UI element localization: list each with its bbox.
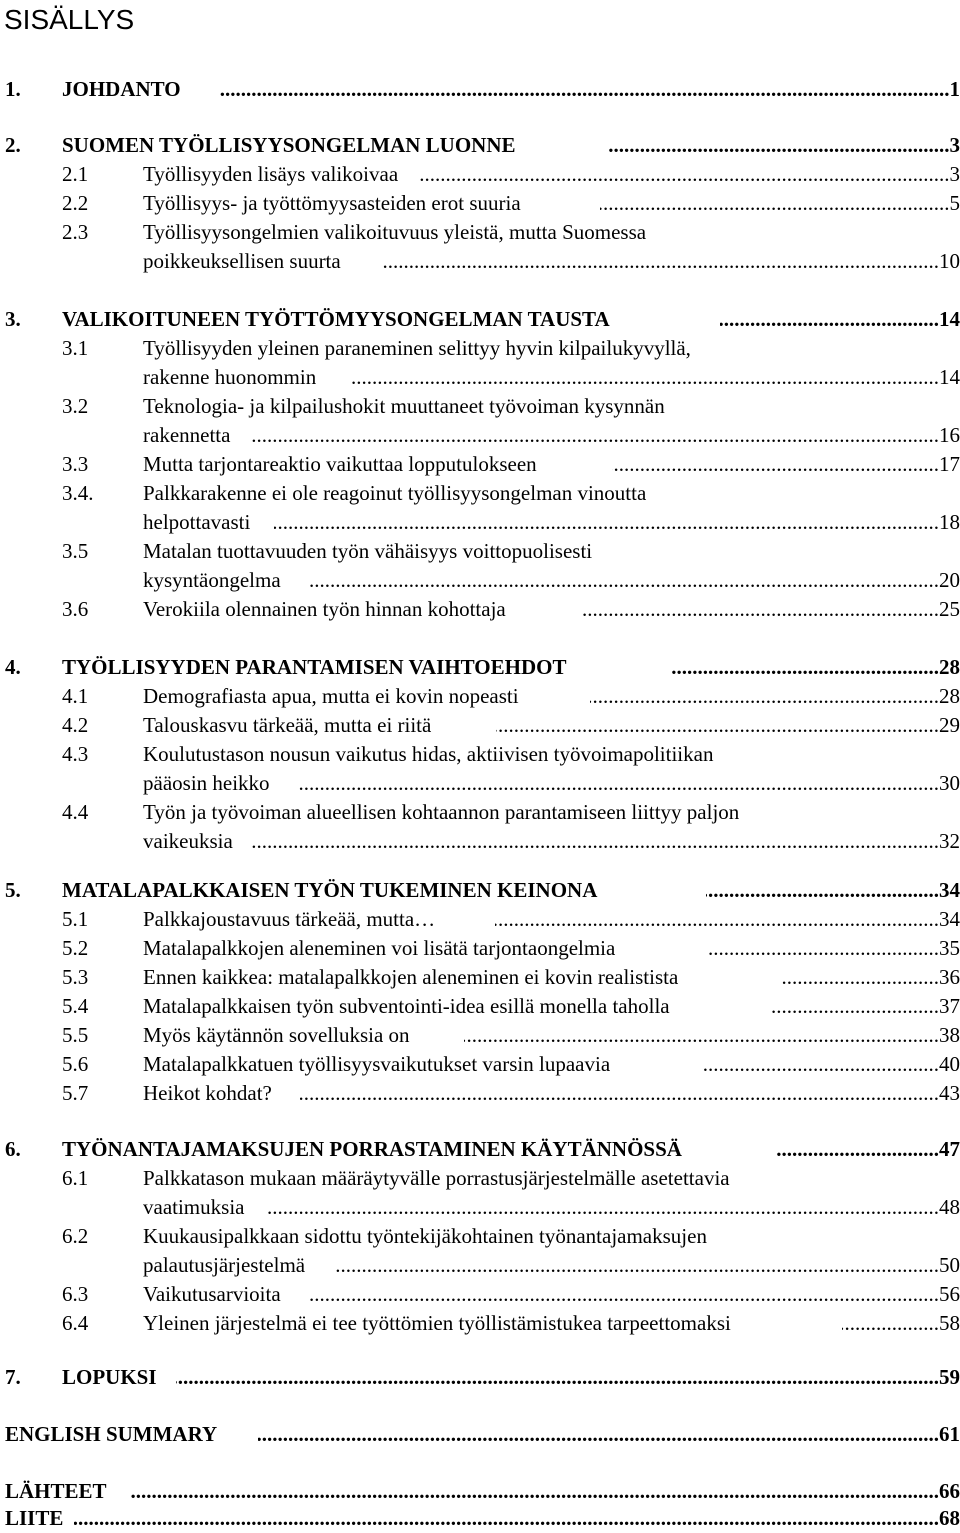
toc-title: Verokiila olennainen työn hinnan kohottaja <box>143 595 506 624</box>
toc-page-number: 25 <box>939 595 960 624</box>
dot-leader <box>464 1021 939 1050</box>
toc-number: 3.1 <box>62 334 88 363</box>
toc-number: 2.2 <box>62 189 88 218</box>
toc-entry-5-2[interactable] <box>0 934 960 963</box>
toc-entry-english-summary[interactable] <box>0 1420 960 1449</box>
dot-leader <box>708 934 939 963</box>
toc-title-continuation: vaatimuksia <box>143 1193 244 1222</box>
toc-title: Heikot kohdat? <box>143 1079 272 1108</box>
toc-title-continuation: helpottavasti <box>143 508 250 537</box>
toc-entry-4[interactable] <box>0 653 960 682</box>
toc-page-number: 66 <box>939 1477 960 1506</box>
toc-title: ENGLISH SUMMARY <box>5 1420 217 1449</box>
toc-number: 4.2 <box>62 711 88 740</box>
toc-title: Kuukausipalkkaan sidottu työntekijäkohtainen työnantajamaksujen <box>143 1222 707 1251</box>
toc-title: Palkkatason mukaan määräytyvälle porrastusjärjestelmälle asetettavia <box>143 1164 730 1193</box>
dot-leader <box>308 566 939 595</box>
toc-entry-3-1[interactable] <box>0 334 960 363</box>
dot-leader <box>298 769 939 798</box>
toc-entry-2-1[interactable] <box>0 160 960 189</box>
toc-entry-6-2[interactable] <box>0 1222 960 1251</box>
toc-number: 3. <box>5 305 21 334</box>
toc-page-number: 38 <box>939 1021 960 1050</box>
toc-number: 5.6 <box>62 1050 88 1079</box>
toc-page-number: 14 <box>939 305 960 334</box>
toc-number: 4.3 <box>62 740 88 769</box>
toc-page-number: 28 <box>939 682 960 711</box>
toc-title-continuation: palautusjärjestelmä <box>143 1251 305 1280</box>
toc-page-number: 10 <box>939 247 960 276</box>
dot-leader <box>706 876 939 905</box>
toc-entry-3-2-continuation[interactable] <box>0 421 960 450</box>
toc-entry-4-4[interactable] <box>0 798 960 827</box>
toc-number: 4.1 <box>62 682 88 711</box>
toc-title: Demografiasta apua, mutta ei kovin nopeasti <box>143 682 519 711</box>
dot-leader <box>352 363 939 392</box>
toc-page-number: 58 <box>939 1309 960 1338</box>
toc-entry-6-3[interactable] <box>0 1280 960 1309</box>
toc-page-number: 34 <box>939 876 960 905</box>
toc-entry-2[interactable] <box>0 131 960 160</box>
toc-entry-5[interactable] <box>0 876 960 905</box>
dot-leader <box>582 595 939 624</box>
toc-entry-3-4[interactable] <box>0 479 960 508</box>
toc-page-number: 32 <box>939 827 960 856</box>
toc-title: Palkkarakenne ei ole reagoinut työllisyysongelman vinoutta <box>143 479 646 508</box>
toc-number: 3.6 <box>62 595 88 624</box>
toc-title: Koulutustason nousun vaikutus hidas, aktiivisen työvoimapolitiikan <box>143 740 713 769</box>
toc-title: Matalapalkkojen aleneminen voi lisätä tarjontaongelmia <box>143 934 615 963</box>
dot-leader <box>274 508 939 537</box>
toc-number: 5.3 <box>62 963 88 992</box>
dot-leader <box>495 905 939 934</box>
toc-number: 6.3 <box>62 1280 88 1309</box>
toc-page-number: 30 <box>939 769 960 798</box>
toc-number: 6.2 <box>62 1222 88 1251</box>
toc-number: 2.1 <box>62 160 88 189</box>
toc-entry-4-3[interactable] <box>0 740 960 769</box>
toc-number: 2. <box>5 131 21 160</box>
toc-entry-3[interactable] <box>0 305 960 334</box>
toc-number: 5.1 <box>62 905 88 934</box>
toc-page-number: 20 <box>939 566 960 595</box>
toc-title: Mutta tarjontareaktio vaikuttaa lopputulokseen <box>143 450 537 479</box>
toc-number: 3.5 <box>62 537 88 566</box>
toc-page-number: 61 <box>939 1420 960 1449</box>
toc-number: 5.4 <box>62 992 88 1021</box>
toc-number: 2.3 <box>62 218 88 247</box>
dot-leader <box>776 1135 939 1164</box>
toc-entry-lahteet[interactable] <box>0 1477 960 1506</box>
toc-entry-2-2[interactable] <box>0 189 960 218</box>
toc-title: MATALAPALKKAISEN TYÖN TUKEMINEN KEINONA <box>62 876 597 905</box>
toc-entry-3-5-continuation[interactable] <box>0 566 960 595</box>
toc-number: 5.7 <box>62 1079 88 1108</box>
toc-entry-4-3-continuation[interactable] <box>0 769 960 798</box>
toc-entry-7[interactable] <box>0 1363 960 1392</box>
dot-leader <box>772 992 939 1021</box>
page-title: SISÄLLYS <box>4 2 134 38</box>
toc-title: TYÖNANTAJAMAKSUJEN PORRASTAMINEN KÄYTÄNNÖSSÄ <box>62 1135 682 1164</box>
toc-entry-3-3[interactable] <box>0 450 960 479</box>
toc-title: Työllisyys- ja työttömyysasteiden erot suuria <box>143 189 521 218</box>
dot-leader <box>672 653 939 682</box>
toc-title: Palkkajoustavuus tärkeää, mutta… <box>143 905 435 934</box>
toc-page-number: 43 <box>939 1079 960 1108</box>
toc-page-number: 5 <box>950 189 960 218</box>
toc-number: 5.5 <box>62 1021 88 1050</box>
toc-entry-4-2[interactable] <box>0 711 960 740</box>
toc-entry-5-3[interactable] <box>0 963 960 992</box>
dot-leader <box>590 682 939 711</box>
toc-entry-6-2-continuation[interactable] <box>0 1251 960 1280</box>
toc-title-continuation: kysyntäongelma <box>143 566 281 595</box>
toc-entry-3-4-continuation[interactable] <box>0 508 960 537</box>
toc-title: Matalan tuottavuuden työn vähäisyys voittopuolisesti <box>143 537 592 566</box>
toc-title: Matalapalkkatuen työllisyysvaikutukset varsin lupaavia <box>143 1050 610 1079</box>
toc-number: 7. <box>5 1363 21 1392</box>
toc-page-number: 59 <box>939 1363 960 1392</box>
dot-leader <box>842 1309 939 1338</box>
toc-title: LIITE <box>5 1504 63 1533</box>
toc-entry-6-4[interactable] <box>0 1309 960 1338</box>
toc-entry-3-6[interactable] <box>0 595 960 624</box>
toc-number: 3.4. <box>62 479 94 508</box>
toc-title: Matalapalkkaisen työn subventointi-idea esillä monella taholla <box>143 992 670 1021</box>
toc-page-number: 50 <box>939 1251 960 1280</box>
toc-title: Ennen kaikkea: matalapalkkojen aleneminen ei kovin realistista <box>143 963 678 992</box>
toc-title: Yleinen järjestelmä ei tee työttömien työllistämistukea tarpeettomaksi <box>143 1309 731 1338</box>
toc-title-continuation: poikkeuksellisen suurta <box>143 247 341 276</box>
dot-leader <box>600 189 950 218</box>
dot-leader <box>220 75 950 104</box>
dot-leader <box>131 1477 939 1506</box>
toc-entry-5-1[interactable] <box>0 905 960 934</box>
toc-entry-5-5[interactable] <box>0 1021 960 1050</box>
toc-title-continuation: vaikeuksia <box>143 827 233 856</box>
toc-number: 6. <box>5 1135 21 1164</box>
toc-number: 1. <box>5 75 21 104</box>
toc-number: 4.4 <box>62 798 88 827</box>
toc-page-number: 3 <box>950 160 960 189</box>
toc-title: Talouskasvu tärkeää, mutta ei riitä <box>143 711 431 740</box>
dot-leader <box>383 247 939 276</box>
toc-page-number: 37 <box>939 992 960 1021</box>
toc-title-continuation: rakenne huonommin <box>143 363 316 392</box>
toc-number: 4. <box>5 653 21 682</box>
dot-leader <box>608 131 950 160</box>
toc-title: Työn ja työvoiman alueellisen kohtaannon parantamiseen liittyy paljon <box>143 798 739 827</box>
toc-title-continuation: rakennetta <box>143 421 230 450</box>
toc-entry-5-6[interactable] <box>0 1050 960 1079</box>
toc-title: TYÖLLISYYDEN PARANTAMISEN VAIHTOEHDOT <box>62 653 567 682</box>
toc-entry-5-4[interactable] <box>0 992 960 1021</box>
toc-entry-6-1[interactable] <box>0 1164 960 1193</box>
toc-title: JOHDANTO <box>62 75 181 104</box>
toc-entry-1[interactable] <box>0 75 960 104</box>
toc-page-number: 17 <box>939 450 960 479</box>
toc-title: Myös käytännön sovelluksia on <box>143 1021 410 1050</box>
dot-leader <box>252 421 939 450</box>
toc-title: Työllisyyden yleinen paraneminen selittyy hyvin kilpailukyvyllä, <box>143 334 691 363</box>
toc-page-number: 35 <box>939 934 960 963</box>
toc-entry-3-5[interactable] <box>0 537 960 566</box>
toc-page-number: 36 <box>939 963 960 992</box>
toc-entry-5-7[interactable] <box>0 1079 960 1108</box>
toc-title: VALIKOITUNEEN TYÖTTÖMYYSONGELMAN TAUSTA <box>62 305 610 334</box>
dot-leader <box>720 305 939 334</box>
toc-number: 3.2 <box>62 392 88 421</box>
toc-entry-2-3-continuation[interactable] <box>0 247 960 276</box>
toc-page-number: 1 <box>950 75 960 104</box>
toc-page-number: 29 <box>939 711 960 740</box>
toc-title: Työllisyyden lisäys valikoivaa <box>143 160 398 189</box>
toc-entry-4-4-continuation[interactable] <box>0 827 960 856</box>
toc-page-number: 16 <box>939 421 960 450</box>
dot-leader <box>420 160 950 189</box>
dot-leader <box>176 1363 939 1392</box>
toc-entry-6-1-continuation[interactable] <box>0 1193 960 1222</box>
dot-leader <box>300 1079 939 1108</box>
toc-title: SUOMEN TYÖLLISYYSONGELMAN LUONNE <box>62 131 516 160</box>
toc-number: 6.1 <box>62 1164 88 1193</box>
toc-page-number: 48 <box>939 1193 960 1222</box>
toc-number: 6.4 <box>62 1309 88 1338</box>
toc-page-number: 47 <box>939 1135 960 1164</box>
toc-entry-6[interactable] <box>0 1135 960 1164</box>
dot-leader <box>612 450 939 479</box>
toc-page-number: 14 <box>939 363 960 392</box>
dot-leader <box>336 1251 939 1280</box>
toc-page-number: 68 <box>939 1504 960 1533</box>
toc-title: Työllisyysongelmien valikoituvuus yleistä, mutta Suomessa <box>143 218 646 247</box>
toc-number: 5. <box>5 876 21 905</box>
toc-title: LÄHTEET <box>5 1477 107 1506</box>
toc-page-number: 18 <box>939 508 960 537</box>
toc-entry-3-1-continuation[interactable] <box>0 363 960 392</box>
toc-number: 5.2 <box>62 934 88 963</box>
toc-entry-3-2[interactable] <box>0 392 960 421</box>
toc-title: Vaikutusarvioita <box>143 1280 281 1309</box>
dot-leader <box>496 711 939 740</box>
dot-leader <box>782 963 939 992</box>
dot-leader <box>310 1280 939 1309</box>
toc-page-number: 56 <box>939 1280 960 1309</box>
toc-entry-2-3[interactable] <box>0 218 960 247</box>
toc-entry-4-1[interactable] <box>0 682 960 711</box>
toc-title: LOPUKSI <box>62 1363 157 1392</box>
dot-leader <box>702 1050 939 1079</box>
toc-title: Teknologia- ja kilpailushokit muuttaneet työvoiman kysynnän <box>143 392 665 421</box>
toc-page-number: 3 <box>950 131 960 160</box>
toc-page-number: 34 <box>939 905 960 934</box>
toc-page-number: 28 <box>939 653 960 682</box>
toc-page-number: 40 <box>939 1050 960 1079</box>
dot-leader <box>252 827 939 856</box>
toc-title-continuation: pääosin heikko <box>143 769 270 798</box>
dot-leader <box>258 1420 939 1449</box>
dot-leader <box>266 1193 939 1222</box>
toc-number: 3.3 <box>62 450 88 479</box>
